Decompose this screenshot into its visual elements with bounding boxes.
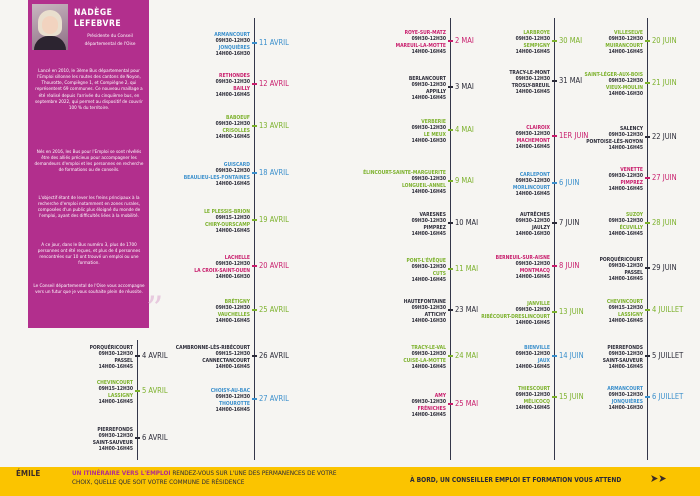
last-name: LEFEBVRE	[74, 19, 122, 29]
timeline-tick	[552, 40, 557, 42]
time-slot: 14H00-16H45	[215, 181, 250, 188]
time-slot: 09H30-12H30	[515, 218, 550, 225]
place-name: LARBROYE	[523, 30, 550, 36]
date-label: 20 AVRIL	[259, 261, 289, 270]
place-name: CHEVINCOURT	[96, 380, 133, 386]
timeline-tick	[252, 125, 257, 127]
time-slot: 14H00-16H45	[215, 92, 250, 99]
place-name: SAINT-LÉGER-AUX-BOIS	[584, 72, 643, 78]
place-name: MAREUIL-LA-MOTTE	[395, 42, 446, 49]
date-label: 5 JUILLET	[652, 351, 684, 360]
place-name: BEAULIEU-LES-FONTAINES	[183, 174, 250, 181]
time-slot: 14H00-16H45	[411, 364, 446, 371]
time-slot: 14H00-16H45	[98, 446, 133, 453]
place-name: JAUX	[537, 357, 550, 364]
date-label: 9 MAI	[455, 176, 474, 185]
time-slot: 14H00-16H30	[515, 231, 550, 238]
date-label: 13 JUIN	[559, 307, 584, 316]
time-slot: 14H00-16H45	[608, 145, 643, 152]
day-entries	[609, 167, 643, 193]
date-label: 14 JUIN	[559, 351, 584, 360]
time-slot: 14H00-16H45	[608, 364, 643, 371]
time-slot: 14H00-16H45	[515, 49, 550, 56]
time-slot: 09H30-12H30	[515, 131, 550, 138]
timeline-line	[450, 18, 451, 460]
time-slot: 09H30-12H30	[215, 38, 250, 45]
paragraph: Lancé en 2010, le 3ème Bus départemental pour l'Emploi sillonne les routes des cantons de Noyon, Thourotte, Compiègne 1, et Compiègne 2, qui représentent 69 communes. Ce nouveau maillage a été réalisé depuis l'arrivée du cinquième bus, en septembre 2022, qui permet au dispositif de couvrir 100 % du territoire.	[35, 69, 143, 111]
place-name: SUZOY	[625, 212, 643, 218]
timeline-tick	[448, 309, 453, 311]
time-slot: 09H30-12H30	[608, 36, 643, 43]
place-name: PIERREFONDS	[97, 427, 133, 433]
day-entries	[93, 427, 133, 453]
time-slot: 14H00-16H45	[411, 231, 446, 238]
time-slot: 09H30-12H30	[608, 218, 643, 225]
time-slot: 14H00-16H45	[215, 318, 250, 325]
place-name: BERNEUIL-SUR-AISNE	[495, 255, 550, 261]
place-name: CLAIROIX	[526, 125, 550, 131]
timeline-tick	[252, 172, 257, 174]
time-slot: 09H30-12H30	[98, 351, 133, 358]
paragraph: Le Conseil départemental de l'Oise vous accompagne vers un futur que je vous souhaite plein de réussite.	[33, 284, 145, 296]
date-label: 11 AVRIL	[259, 38, 289, 47]
arrows-icon: ➤➤	[650, 472, 667, 485]
place-name: SEMPIGNY	[523, 42, 550, 49]
place-name: BABOEUF	[226, 115, 250, 121]
time-slot: 14H00-16H45	[515, 274, 550, 281]
time-slot: 14H00-16H45	[411, 277, 446, 284]
place-name: JAULZY	[531, 224, 550, 231]
timeline-tick	[252, 398, 257, 400]
time-slot: 14H00-16H45	[608, 276, 643, 283]
title-line-2: départemental de l'Oise	[84, 42, 136, 47]
timeline-tick	[135, 355, 140, 357]
timeline-line	[137, 340, 138, 460]
date-label: 25 MAI	[455, 399, 479, 408]
day-entries	[216, 299, 250, 325]
day-entries	[396, 30, 446, 56]
time-slot: 09H30-12H30	[608, 78, 643, 85]
time-slot: 09H30-12H30	[411, 36, 446, 43]
place-name: BAILLY	[233, 85, 250, 92]
day-entries	[404, 299, 446, 325]
place-name: ÉCUVILLY	[619, 224, 643, 231]
time-slot: 09H30-12H30	[515, 76, 550, 83]
place-name: AMY	[434, 393, 446, 399]
date-label: 4 JUILLET	[652, 305, 684, 314]
time-slot: 14H00-16H45	[608, 318, 643, 325]
place-name: HAUTEFONTAINE	[403, 299, 446, 305]
day-entries	[412, 119, 446, 145]
place-name: LONGUEIL-ANNEL	[401, 182, 446, 189]
date-label: 5 AVRIL	[142, 386, 168, 395]
time-slot: 14H00-16H45	[98, 399, 133, 406]
time-slot: 09H30-12H30	[608, 263, 643, 270]
time-slot: 09H30-12H30	[411, 218, 446, 225]
time-slot: 09H30-12H30	[608, 392, 643, 399]
place-name: THIESCOURT	[518, 386, 550, 392]
timeline-tick	[135, 390, 140, 392]
day-entries	[412, 212, 446, 238]
timeline-tick	[552, 182, 557, 184]
footer-rest: RENDEZ-VOUS SUR L'UNE DES PERMANENCES DE VOTRE CHOIX, QUELLE QUE SOIT VOTRE COMMUNE DE RÉSIDENCE	[72, 469, 337, 486]
time-slot: 14H00-16H30	[215, 274, 250, 281]
timeline-tick	[645, 136, 650, 138]
day-entries	[496, 255, 550, 281]
timeline-tick	[252, 219, 257, 221]
day-entries	[513, 172, 550, 198]
time-slot: 14H00-16H30	[411, 138, 446, 145]
time-slot: 09H30-12H30	[515, 351, 550, 358]
timeline-tick	[645, 222, 650, 224]
day-entries	[516, 125, 550, 151]
time-slot: 09H30-12H30	[608, 351, 643, 358]
day-entries	[184, 162, 250, 188]
president-panel	[28, 0, 164, 329]
day-entries	[97, 380, 133, 406]
time-slot: 14H00-16H30	[608, 405, 643, 412]
timeline-tick	[552, 396, 557, 398]
time-slot: 09H30-12H30	[515, 392, 550, 399]
date-label: 27 JUIN	[652, 173, 677, 182]
day-entries	[216, 73, 250, 99]
place-name: PASSEL	[114, 357, 133, 364]
time-slot: 09H15-12H30	[215, 215, 250, 222]
time-slot: 09H30-12H30	[515, 36, 550, 43]
place-name: VAUCHELLES	[217, 311, 250, 318]
place-name: BERLANCOURT	[408, 76, 446, 82]
date-label: 6 JUIN	[559, 178, 580, 187]
date-label: 2 MAI	[455, 36, 474, 45]
day-entries	[409, 76, 446, 102]
time-slot: 09H15-12H30	[98, 386, 133, 393]
time-slot: 09H30-12H30	[411, 351, 446, 358]
date-label: 7 JUIN	[559, 218, 580, 227]
time-slot: 14H00-16H45	[515, 89, 550, 96]
place-name: PONTOISE-LÈS-NOYON	[586, 138, 643, 145]
footer-right-text: À BORD, UN CONSEILLER EMPLOI ET FORMATION VOUS ATTEND	[410, 476, 622, 484]
place-name: CUTS	[432, 270, 446, 277]
time-slot: 14H00-16H45	[411, 189, 446, 196]
day-entries	[481, 301, 550, 327]
place-name: CAMBRONNE-LÈS-RIBÉCOURT	[175, 345, 250, 351]
time-slot: 14H00-16H45	[515, 191, 550, 198]
time-slot: 14H00-16H30	[608, 91, 643, 98]
time-slot: 09H30-12H30	[411, 125, 446, 132]
place-name: CHOISY-AU-BAC	[210, 388, 250, 394]
timeline-line	[647, 18, 648, 460]
timeline-tick	[552, 80, 557, 82]
date-label: 30 MAI	[559, 36, 583, 45]
day-entries	[516, 30, 550, 56]
day-entries	[516, 212, 550, 238]
place-name: TROSLY-BREUIL	[511, 82, 550, 89]
date-label: 19 AVRIL	[259, 215, 289, 224]
date-label: 25 AVRIL	[259, 305, 289, 314]
place-name: RIBÉCOURT-DRESLINCOURT	[481, 313, 550, 320]
place-name: SALENCY	[620, 126, 643, 132]
time-slot: 14H00-16H45	[411, 95, 446, 102]
timeline-tick	[448, 86, 453, 88]
time-slot: 09H30-12H30	[608, 132, 643, 139]
day-entries	[214, 32, 250, 58]
time-slot: 09H30-12H30	[215, 79, 250, 86]
day-entries	[586, 126, 643, 152]
place-name: AUTRÊCHES	[520, 212, 550, 218]
time-slot: 14H00-16H30	[411, 318, 446, 325]
timeline-tick	[645, 82, 650, 84]
timeline-tick	[645, 177, 650, 179]
time-slot: 09H30-12H30	[411, 399, 446, 406]
day-entries	[204, 209, 250, 235]
day-entries	[403, 345, 446, 371]
place-name: CRISOLLES	[222, 127, 250, 134]
place-name: MUIRANCOURT	[605, 42, 643, 49]
place-name: TRACY-LE-VAL	[411, 345, 446, 351]
place-name: ARMANCOURT	[214, 32, 250, 38]
date-label: 6 JUILLET	[652, 392, 684, 401]
time-slot: 14H00-16H45	[215, 134, 250, 141]
place-name: PIMPREZ	[423, 224, 446, 231]
date-label: 29 JUIN	[652, 263, 677, 272]
place-name: CHEVINCOURT	[606, 299, 643, 305]
place-name: PORQUÉRICOURT	[89, 345, 133, 351]
first-name: NADÈGE	[74, 8, 113, 18]
date-label: 8 JUIN	[559, 261, 580, 270]
time-slot: 14H00-16H45	[215, 364, 250, 371]
date-label: 28 JUIN	[652, 218, 677, 227]
place-name: JANVILLE	[527, 301, 550, 307]
day-entries	[363, 170, 446, 196]
date-label: 12 AVRIL	[259, 79, 289, 88]
day-entries	[516, 386, 550, 412]
place-name: PIERREFONDS	[607, 345, 643, 351]
place-name: APPILLY	[426, 88, 446, 95]
time-slot: 09H30-12H30	[411, 264, 446, 271]
time-slot: 09H30-12H30	[215, 394, 250, 401]
timeline-tick	[645, 355, 650, 357]
time-slot: 14H00-16H30	[215, 51, 250, 58]
day-entries	[406, 258, 446, 284]
timeline-tick	[645, 309, 650, 311]
day-entries	[216, 115, 250, 141]
place-name: JONQUIÈRES	[611, 398, 643, 405]
place-name: RETHONDES	[218, 73, 250, 79]
paragraph: Nés en 2016, les Bus pour l'Emploi se sont révélés être des alliés précieux pour accompagner les demandeurs d'emploi et les personnes en recherche de formations ou de conseils.	[34, 150, 144, 174]
day-entries	[609, 212, 643, 238]
timeline-tick	[552, 355, 557, 357]
timeline-tick	[448, 129, 453, 131]
place-name: PIMPREZ	[620, 179, 643, 186]
date-label: 21 JUIN	[652, 78, 677, 87]
date-label: 26 AVRIL	[259, 351, 289, 360]
quote-mark-icon: ”	[146, 289, 164, 329]
day-entries	[516, 345, 550, 371]
president-photo	[32, 4, 68, 50]
time-slot: 09H30-12H30	[215, 305, 250, 312]
date-label: 4 MAI	[455, 125, 474, 134]
day-entries	[509, 70, 550, 96]
place-name: ÉLINCOURT-SAINTE-MARGUERITE	[363, 170, 446, 176]
date-label: 13 AVRIL	[259, 121, 289, 130]
place-name: PONT-L'ÉVÊQUE	[406, 258, 446, 264]
time-slot: 14H00-16H45	[411, 412, 446, 419]
time-slot: 09H30-12H30	[515, 261, 550, 268]
place-name: JONQUIÈRES	[218, 44, 250, 51]
timeline-tick	[448, 355, 453, 357]
time-slot: 09H30-12H30	[98, 433, 133, 440]
time-slot: 14H00-16H45	[515, 144, 550, 151]
place-name: CUISE-LA-MOTTE	[403, 357, 446, 364]
title-line-1: Présidente du Conseil	[87, 34, 133, 39]
place-name: FRÉNICHES	[417, 405, 446, 412]
place-name: MONTMACQ	[519, 267, 550, 274]
date-label: 15 JUIN	[559, 392, 584, 401]
place-name: SAINT-SAUVEUR	[602, 357, 643, 364]
timeline-tick	[252, 42, 257, 44]
time-slot: 14H00-16H45	[215, 407, 250, 414]
footer	[0, 467, 700, 496]
place-name: LACHELLE	[224, 255, 250, 261]
time-slot: 09H30-12H30	[515, 178, 550, 185]
place-name: CHIRY-OURSCAMP	[204, 221, 250, 228]
place-name: CANNECTANCOURT	[202, 357, 250, 364]
place-name: CARLEPONT	[519, 172, 550, 178]
place-name: ROYE-SUR-MATZ	[404, 30, 446, 36]
place-name: MORLINCOURT	[512, 184, 550, 191]
timeline-tick	[645, 267, 650, 269]
timeline-tick	[448, 222, 453, 224]
time-slot: 09H30-12H30	[411, 305, 446, 312]
place-name: LE PLESSIS-BRION	[204, 209, 250, 215]
time-slot: 14H00-16H45	[411, 49, 446, 56]
place-name: BRÉTIGNY	[224, 299, 250, 305]
place-name: GUISCARD	[223, 162, 250, 168]
brand-logo: ÉMILE	[16, 469, 41, 478]
date-label: 11 MAI	[455, 264, 479, 273]
time-slot: 09H30-12H30	[515, 307, 550, 314]
date-label: 4 AVRIL	[142, 351, 168, 360]
time-slot: 14H00-16H45	[608, 49, 643, 56]
timeline-tick	[448, 40, 453, 42]
day-entries	[605, 30, 643, 56]
time-slot: 14H00-16H45	[515, 364, 550, 371]
time-slot: 09H15-12H30	[215, 351, 250, 358]
time-slot: 09H30-12H30	[215, 121, 250, 128]
footer-text	[72, 469, 342, 486]
time-slot: 09H30-12H30	[215, 261, 250, 268]
paragraph: L'objectif étant de lever les freins principaux à la recherche d'emploi notamment en zones rurales, composées d'un public plus éloigné du monde de l'emploi, ayant des difficultés liées à la mobilité.	[37, 196, 141, 220]
date-label: 24 MAI	[455, 351, 479, 360]
place-name: LA CROIX-SAINT-OUEN	[194, 267, 250, 274]
date-label: 18 AVRIL	[259, 168, 289, 177]
place-name: MÉLICOCQ	[523, 398, 550, 405]
time-slot: 14H00-16H45	[608, 231, 643, 238]
place-name: TRACY-LE-MONT	[509, 70, 550, 76]
timeline-tick	[552, 135, 557, 137]
time-slot: 09H30-12H30	[411, 176, 446, 183]
time-slot: 09H30-12H30	[411, 82, 446, 89]
place-name: LASSIGNY	[108, 392, 133, 399]
time-slot: 14H00-16H45	[515, 405, 550, 412]
day-entries	[412, 393, 446, 419]
timeline-tick	[135, 437, 140, 439]
date-label: 3 MAI	[455, 82, 474, 91]
day-entries	[211, 388, 250, 414]
time-slot: 09H30-12H30	[215, 168, 250, 175]
place-name: BIENVILLE	[524, 345, 550, 351]
timeline-tick	[252, 309, 257, 311]
timeline-tick	[448, 180, 453, 182]
timeline-tick	[252, 83, 257, 85]
place-name: ARMANCOURT	[607, 386, 643, 392]
timeline-tick	[448, 268, 453, 270]
day-entries	[600, 257, 643, 283]
timeline-tick	[552, 311, 557, 313]
place-name: VENETTE	[620, 167, 643, 173]
time-slot: 14H00-16H45	[98, 364, 133, 371]
date-label: 1ER JUIN	[559, 131, 589, 140]
place-name: LE MEUX	[423, 131, 446, 138]
day-entries	[607, 386, 643, 412]
footer-strong: UN ITINÉRAIRE VERS L'EMPLOI	[72, 469, 171, 477]
place-name: SAINT-SAUVEUR	[92, 439, 133, 446]
timeline-tick	[645, 396, 650, 398]
place-name: PORQUÉRICOURT	[599, 257, 643, 263]
timeline-tick	[552, 265, 557, 267]
timeline-tick	[252, 265, 257, 267]
timeline-tick	[645, 40, 650, 42]
day-entries	[194, 255, 250, 281]
day-entries	[585, 72, 643, 98]
time-slot: 09H15-12H30	[608, 305, 643, 312]
place-name: VERBERIE	[421, 119, 446, 125]
timeline-tick	[552, 222, 557, 224]
date-label: 6 AVRIL	[142, 433, 168, 442]
date-label: 10 MAI	[455, 218, 479, 227]
place-name: MACHEMONT	[516, 137, 550, 144]
day-entries	[603, 345, 643, 371]
time-slot: 14H00-16H45	[608, 186, 643, 193]
day-entries	[90, 345, 133, 371]
time-slot: 09H30-12H30	[608, 173, 643, 180]
date-label: 31 MAI	[559, 76, 583, 85]
timeline-tick	[252, 355, 257, 357]
timeline-tick	[448, 403, 453, 405]
date-label: 23 MAI	[455, 305, 479, 314]
date-label: 27 AVRIL	[259, 394, 289, 403]
day-entries	[607, 299, 643, 325]
date-label: 20 JUIN	[652, 36, 677, 45]
place-name: VARESNES	[419, 212, 446, 218]
place-name: ATTICHY	[424, 311, 446, 318]
timeline-line	[554, 18, 555, 460]
time-slot: 14H00-16H45	[515, 320, 550, 327]
place-name: VIEUX-MOULIN	[605, 84, 643, 91]
place-name: PASSEL	[624, 269, 643, 276]
place-name: VILLESELVE	[613, 30, 643, 36]
day-entries	[176, 345, 250, 371]
place-name: THOUROTTE	[219, 400, 250, 407]
date-label: 22 JUIN	[652, 132, 677, 141]
paragraph: A ce jour, dans le Bus numéro 3, plus de 1700 personnes ont été reçues, et plus de 4 personnes rencontrées sur 10 ont trouvé un emploi ou une formation.	[37, 243, 141, 267]
time-slot: 14H00-16H45	[215, 228, 250, 235]
place-name: LASSIGNY	[618, 311, 643, 318]
